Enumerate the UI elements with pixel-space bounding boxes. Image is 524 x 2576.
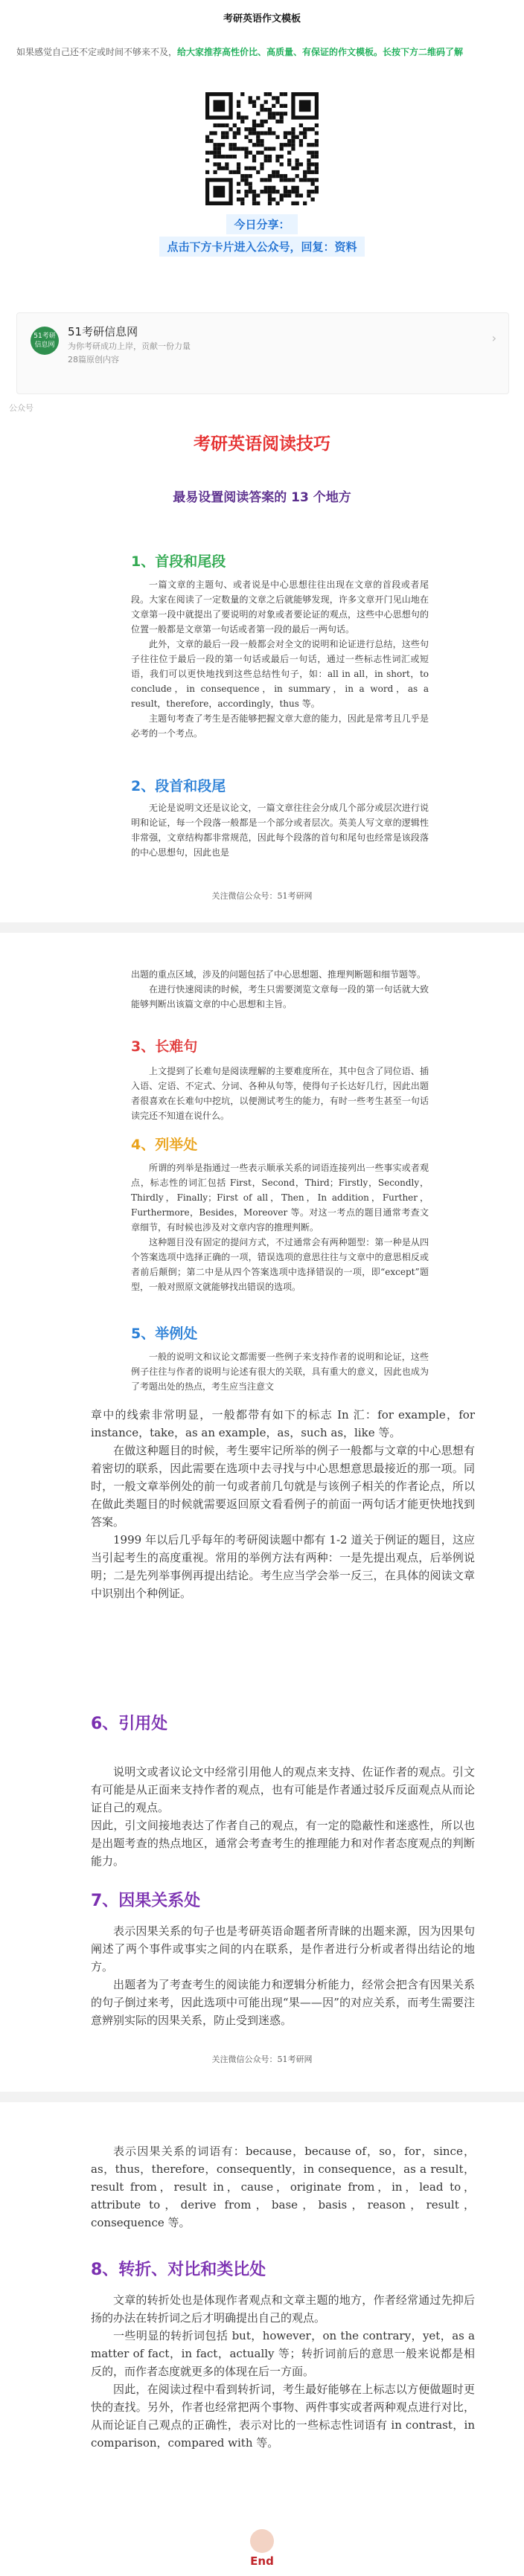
- account-avatar: 51考研信息网: [31, 327, 59, 355]
- account-description: 为你考研成功上岸，贡献一份力量: [68, 341, 191, 351]
- chevron-right-icon: ›: [491, 331, 496, 345]
- section-7-heading: 7、因果关系处: [91, 1892, 201, 1910]
- intro-plain: 如果感觉自己还不定或时间不够来不及，: [16, 47, 178, 57]
- page-caption-1: 关注微信公众号：51考研网: [211, 891, 313, 901]
- section-4-heading: 4、列举处: [131, 1137, 198, 1153]
- share-cta: 点击下方卡片进入公众号，回复：资料: [159, 237, 364, 257]
- account-name: 51考研信息网: [68, 325, 138, 338]
- section-3-body: 上文提到了长难句是阅读理解的主要难度所在，其中包含了同位语、插入语、定语、不定式、分词、各种从句等，使得句子长达好几行，因此出题者很喜欢在长难句中挖坑，以便测试考生的能力，有时一些考生甚至一句话读完还不知道在说什么。: [131, 1066, 429, 1121]
- section-3-heading: 3、长难句: [131, 1038, 198, 1055]
- intro-highlight: 给大家推荐高性价比、高质量、有保证的作文模板。长按下方二维码了解: [177, 47, 464, 57]
- section-5-heading: 5、举例处: [131, 1326, 198, 1342]
- section-8-heading: 8、转折、对比和类比处: [91, 2261, 266, 2279]
- end-avatar: [250, 2529, 274, 2553]
- section-7-body-a: 表示因果关系的句子也是考研英语命题者所青睐的出题来源，因为因果句阐述了两个事件或事实之间的内在联系，是作者进行分析或者得出结论的地方。 出题者为了考查考生的阅读能力和逻辑分析能力，经常会把含有因果关系的句子倒过来考，因此选项中可能出现“果——因”的对应关系，而考生需要注意辨别实际的因果关系，防止受到迷惑。: [91, 1924, 475, 2027]
- qr-code-image[interactable]: [205, 92, 319, 205]
- section-7-body-b: 表示因果关系的词语有：because，because of，so，for，since，as，thus，therefore，consequently，in consequence，as a result，result from，result in，cause，originate from，in，lead to，attribute to，derive from，base，basis，reason，result，consequence 等。: [91, 2145, 475, 2229]
- section-6-body: 说明文或者议论文中经常引用他人的观点来支持、佐证作者的观点。引文有可能是从正面来支持作者的观点，也有可能是作者通过驳斥反面观点从而论证自己的观点。 因此，引文间接地表达了作者自己的观点，有一定的隐蔽性和迷惑性，所以也是出题考查的热点地区，通常会考查考生的推理能力和对作者态度观点的判断能力。: [91, 1765, 475, 1868]
- article-count: 28篇原创内容: [68, 355, 119, 364]
- account-card[interactable]: [16, 312, 509, 394]
- section-1-body: 一篇文章的主题句、或者说是中心思想往往出现在文章的首段或者尾段。大家在阅读了一定数量的文章之后就能够发现，许多文章开门见山地在文章第一段中就提出了要说明的对象或者要论证的观点，这些中心思想句的位置一般都是文章第一句话或者第一段的最后一两句话。 此外，文章的最后一段一般都会对全文的说明和论证进行总结，这些句子往往位于最后一段的第一句话或最后一句话，通过一些标志性词汇或短语，我们可以更快地找到这些总结性句子，如：all in all，in short，to conclude，in consequence，in summary，in a word，as a result，therefore，accordingly，thus 等。 主题句考查了考生是否能够把握文章大意的能力，因此是常考且几乎是必考的一个考点。: [131, 579, 429, 739]
- article-title: 考研英语作文模板: [223, 13, 301, 25]
- end-label: End: [250, 2554, 274, 2568]
- section-8-body: 文章的转折处也是体现作者观点和文章主题的地方，作者经常通过先抑后扬的办法在转折词之后才明确提出自己的观点。 一些明显的转折词包括 but，however，on the contrary，yet，as a matter of fact，in fact，actually 等；转折词前后的意思一般来说都是相反的，而作者态度就更多的体现在后一方面。 因此，在阅读过程中看到转折词，考生最好能够在上标志以方便做题时更快的查找。另外，作者也经常把两个事物、两件事实或者两种观点进行对比，从而论证自己观点的正确性，表示对比的一些标志性词语有 in contrast，in comparison，compared with 等。: [91, 2293, 475, 2450]
- page-divider-2: [0, 2092, 524, 2102]
- section-5-body-a: 一般的说明文和议论文都需要一些例子来支持作者的说明和论证，这些例子往往与作者的说明与论述有很大的关联，具有重大的意义，因此也成为了考题出处的热点，考生应当注意文: [131, 1352, 429, 1392]
- today-share-label: 今日分享：: [226, 214, 297, 234]
- page-divider: [0, 922, 524, 933]
- section-2-heading: 2、段首和段尾: [131, 778, 226, 794]
- sub-title: 最易设置阅读答案的 13 个地方: [173, 490, 351, 505]
- card-footer-label: 公众号: [9, 403, 33, 413]
- page-caption-2: 关注微信公众号：51考研网: [211, 2055, 313, 2064]
- section-4-body: 所谓的列举是指通过一些表示顺承关系的词语连接列出一些事实或者观点，标志性的词汇包括 First，Second，Third；Firstly，Secondly，Thirdly，Finally；First of all，Then，In addition，Further，Furthermore，Besides，Moreover 等。对这一考点的题目通常考查文章细节，有时候也涉及对文章内容的推理判断。 这种题目没有固定的提问方式，不过通常会有两种题型：第一种是从四个答案选项中选择正确的一项，错误选项的意思往往与文章中的意思相反或者前后颠倒；第二中是从四个答案选项中选择错误的一项，即“except”题型，一般对照原文就能够找出错误的选项。: [131, 1163, 429, 1292]
- section-1-heading: 1、首段和尾段: [131, 553, 226, 570]
- section-2-body-a: 无论是说明文还是议论文，一篇文章往往会分成几个部分或层次进行说明和论证，每一个段落一般都是一个部分或者层次。英美人写文章的逻辑性非常强，文章结构都非常规范，因此每个段落的首句和尾句也经常是该段落的中心思想句，因此也是: [131, 803, 429, 858]
- section-2-body-b: 出题的重点区域，涉及的问题包括了中心思想题、推理判断题和细节题等。 在进行快速阅读的时候，考生只需要浏览文章每一段的第一句话就大致能够判断出该篇文章的中心思想和主旨。: [131, 969, 429, 1009]
- intro-text: [16, 43, 508, 61]
- section-6-heading: 6、引用处: [91, 1715, 168, 1733]
- main-title: 考研英语阅读技巧: [194, 434, 330, 454]
- section-5-body-b: 章中的线索非常明显，一般都带有如下的标志 In 汇：for example，for instance，take，as an example，as，such as，like 等。 在做这种题目的时候，考生要牢记所举的例子一般都与文章的中心思想有着密切的联系，因此需要在选项中去寻找与中心思想意思最接近的那一项。同时，一般文章举例处的前一句或者前几句就是与该例子相关的作者论点，所以在做此类题目的时候就需要返回原文看看例子的前面一两句话才能更快地找到答案。 1999 年以后几乎每年的考研阅读题中都有 1-2 道关于例证的题目，这应当引起考生的高度重视。常用的举例方法有两种：一是先提出观点，后举例说明；二是先列举事例再提出结论。考生应当学会举一反三，在具体的阅读文章中识别出个种例证。: [91, 1408, 475, 1600]
